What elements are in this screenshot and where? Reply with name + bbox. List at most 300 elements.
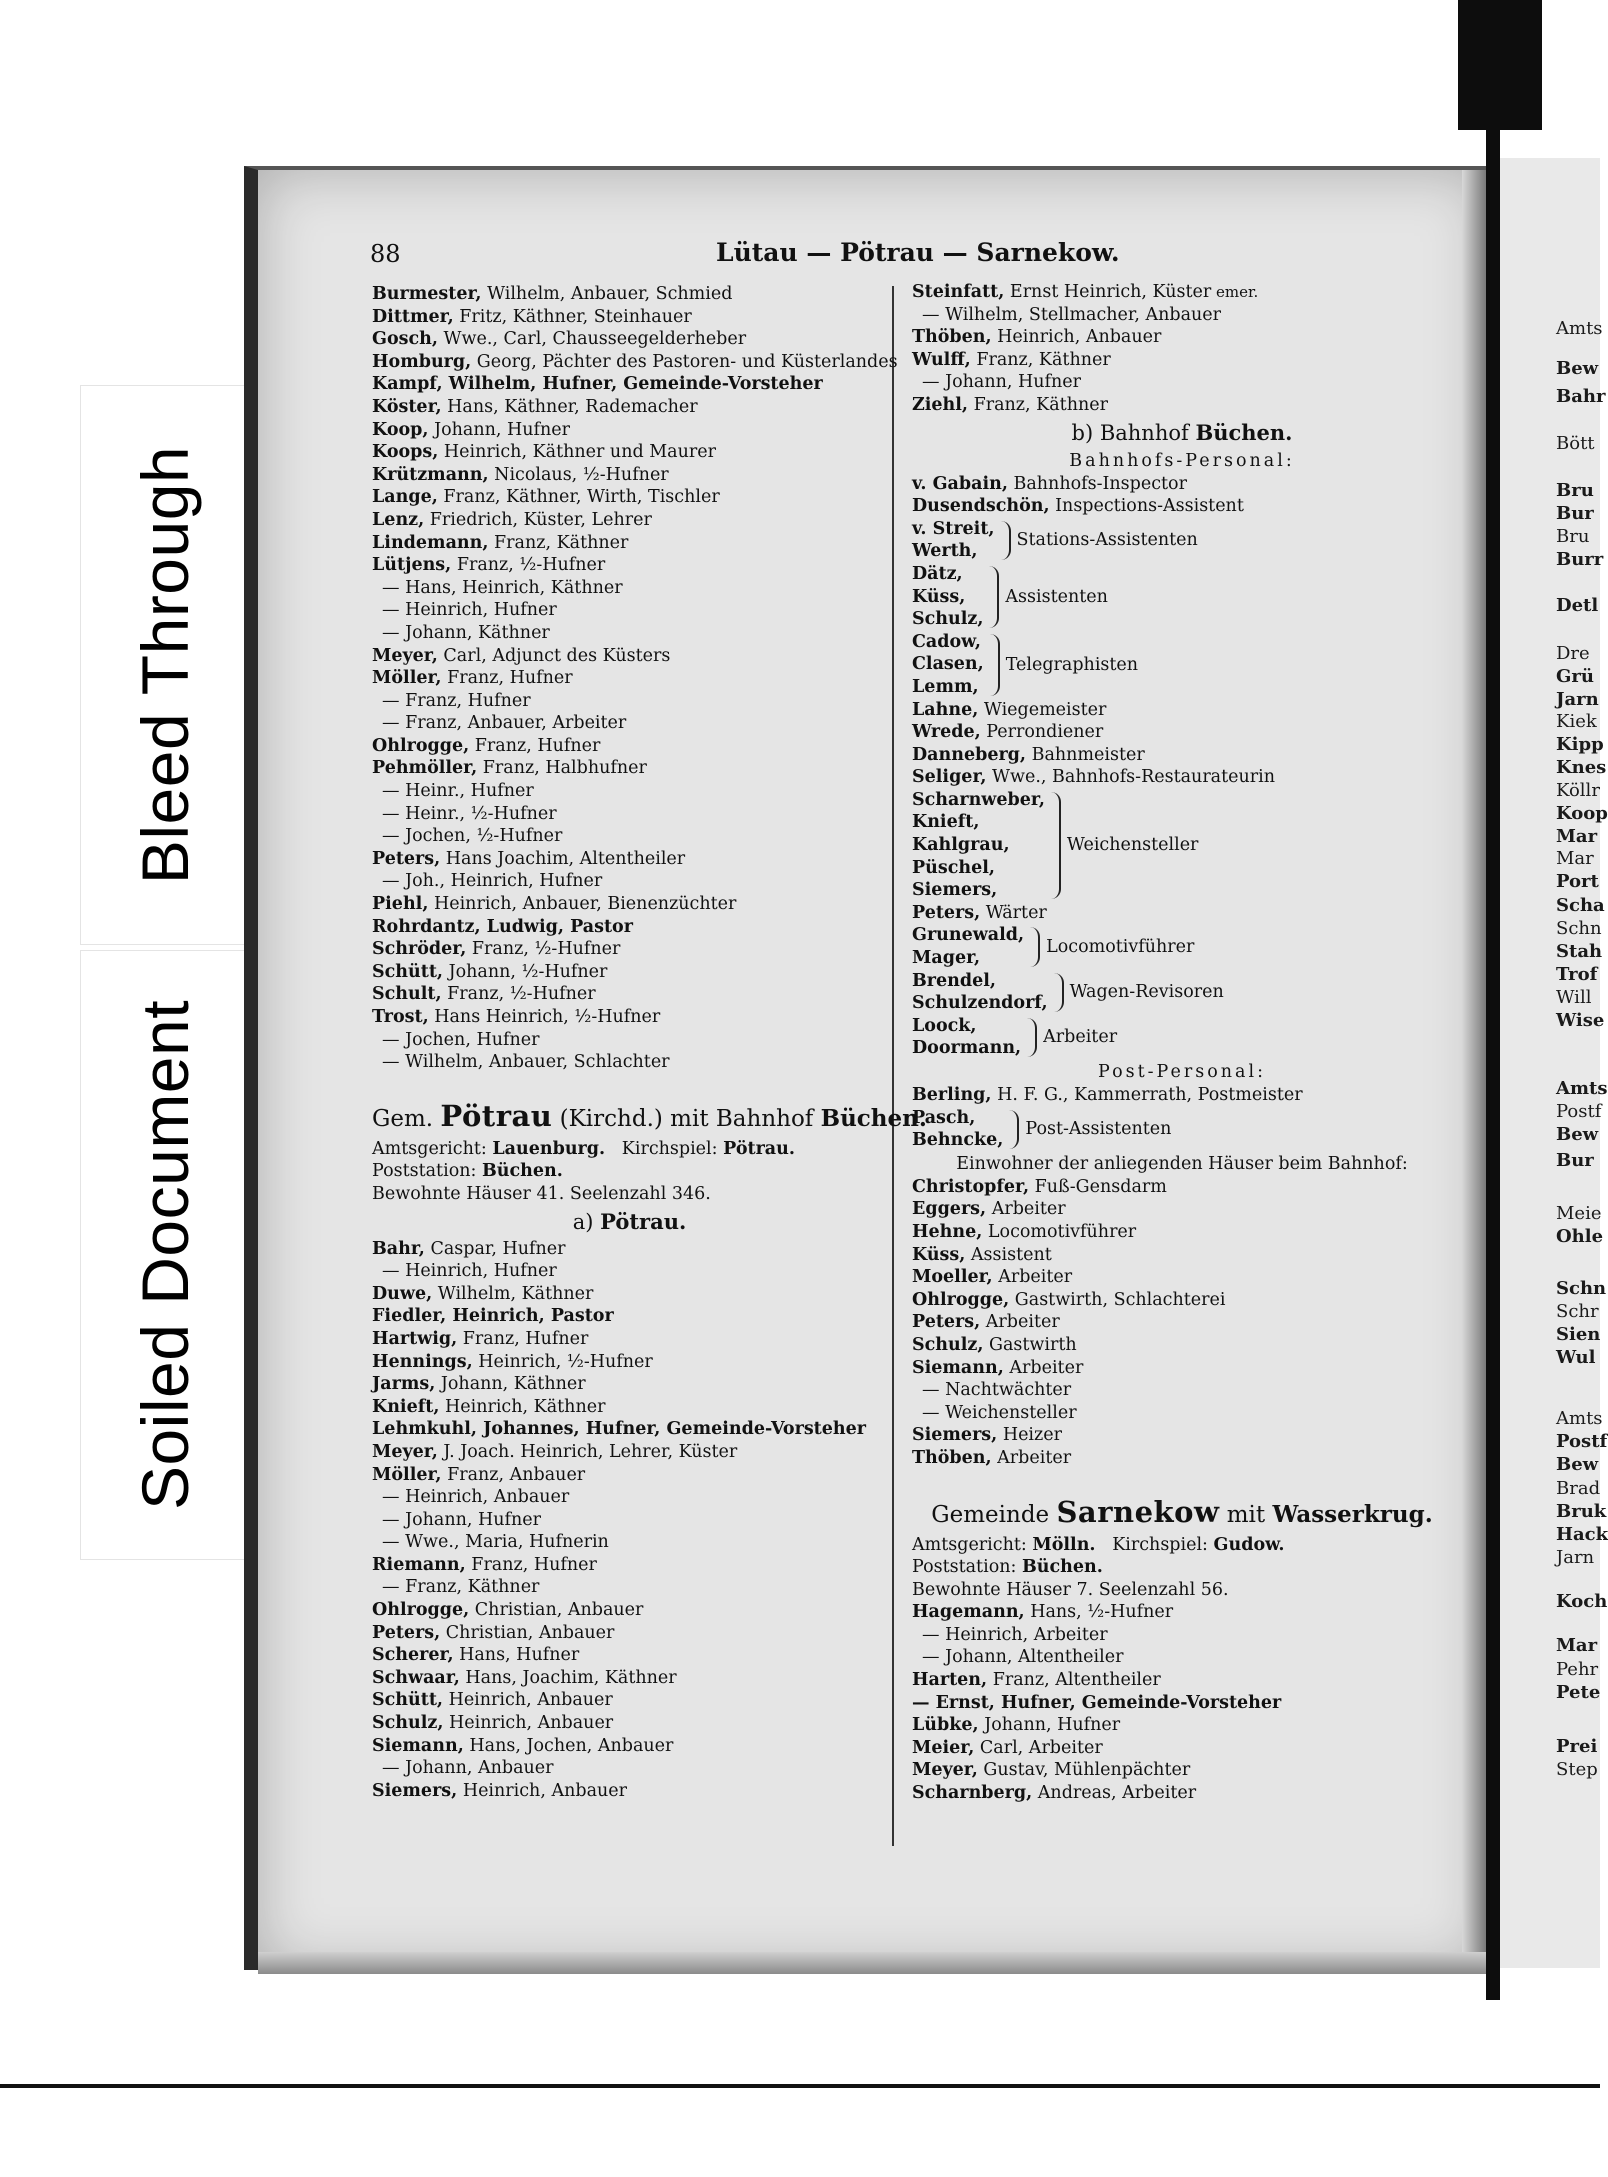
directory-entry <box>912 699 1452 722</box>
entry-name: — <box>922 1647 940 1668</box>
heading-place: Pötrau <box>440 1098 553 1133</box>
entry-name: Meyer, <box>372 1441 438 1462</box>
entry-name: Schwaar, <box>372 1667 460 1688</box>
page-bottom-shadow <box>258 1952 1486 1974</box>
entry-name: Hagemann, <box>912 1602 1025 1623</box>
next-page-word: Step <box>1556 1759 1598 1780</box>
brace-icon <box>1028 927 1040 966</box>
entry-details: Carl, Adjunct des Küsters <box>437 645 671 666</box>
entry-name: Schult, <box>372 984 442 1005</box>
directory-entry <box>372 1667 887 1690</box>
group-member-name: Grunewald, <box>912 925 1025 946</box>
bracket-group-names <box>912 563 983 631</box>
entry-details: Heinrich, Arbeiter <box>939 1624 1108 1645</box>
entry-details: Wärter <box>980 902 1047 923</box>
next-page-word: Bru <box>1556 480 1594 501</box>
directory-entry <box>372 1622 887 1645</box>
next-page-word: Meie <box>1556 1203 1602 1224</box>
bleed-through-label: Bleed Through <box>128 445 202 885</box>
entry-details: Johann, Hufner <box>978 1715 1121 1736</box>
entry-details: Heinr., ½-Hufner <box>399 803 557 824</box>
directory-entry <box>372 1780 887 1803</box>
entry-name: Gosch, <box>372 329 438 350</box>
entry-details: Hans Joachim, Altentheiler <box>440 848 686 869</box>
directory-entry <box>912 721 1452 744</box>
next-page-word: Hack <box>1556 1524 1608 1545</box>
entry-name: Burmester, <box>372 284 482 304</box>
entry-name: Pehmöller, <box>372 758 478 779</box>
next-page-word: Burr <box>1556 549 1604 570</box>
buechen-subheading <box>912 417 1452 449</box>
group-role-label: Weichensteller <box>1066 835 1199 856</box>
directory-entry <box>912 1311 1452 1334</box>
entry-details: Nachtwächter <box>939 1380 1072 1401</box>
entry-details: Perrondiener <box>980 722 1104 743</box>
next-page-fragment <box>1500 158 1608 1968</box>
entry-details: Friedrich, Küster, Lehrer <box>424 509 652 530</box>
entry-details: Inspections-Assistent <box>1049 496 1244 517</box>
entry-details: Heinrich, Käthner und Maurer <box>438 442 716 463</box>
entry-name: — <box>382 577 400 598</box>
soiled-document-flag <box>80 950 250 1560</box>
directory-entry <box>912 394 1452 417</box>
entry-name: Trost, <box>372 1007 429 1027</box>
entry-name: Steinfatt, <box>912 282 1005 302</box>
directory-entry <box>372 712 887 735</box>
entry-details: Heinrich, Anbauer <box>991 327 1162 348</box>
entry-name: Kampf, Wilhelm, Hufner, Gemeinde-Vorsteher <box>372 374 823 395</box>
next-page-word: Jarn <box>1556 1547 1595 1568</box>
entry-name: Knieft, <box>372 1396 440 1417</box>
next-page-word: Wise <box>1556 1010 1605 1031</box>
entry-details: Ernst Heinrich, Küster <box>1004 282 1212 302</box>
next-page-word: Amts <box>1556 1408 1603 1429</box>
directory-entry <box>912 1447 1452 1470</box>
next-page-word: Postf <box>1556 1431 1608 1452</box>
entry-name: — <box>922 372 940 393</box>
entry-details: Johann, Anbauer <box>399 1758 554 1779</box>
entry-details: Bahnhofs-Inspector <box>1007 473 1187 494</box>
entry-name: Hehne, <box>912 1221 983 1242</box>
entry-name: Scharnberg, <box>912 1783 1033 1804</box>
entry-details: Hans, ½-Hufner <box>1024 1602 1174 1623</box>
entry-name: Fiedler, Heinrich, Pastor <box>372 1306 614 1327</box>
group-member-name: Püschel, <box>912 857 995 878</box>
entry-name: Rohrdantz, Ludwig, Pastor <box>372 916 633 937</box>
entry-details: Johann, ½-Hufner <box>443 961 608 982</box>
entry-name: Peters, <box>912 1312 981 1333</box>
next-page-word: Schn <box>1556 918 1602 939</box>
next-page-word: Will <box>1556 987 1592 1008</box>
next-page-word: Bruk <box>1556 1501 1607 1522</box>
entry-details: Hans, Heinrich, Käthner <box>399 577 623 598</box>
directory-entry <box>372 306 887 329</box>
entry-name: Schütt, <box>372 1690 443 1711</box>
sarnekow-post-line <box>912 1556 1452 1579</box>
directory-entry <box>372 870 887 893</box>
entry-details: Hans Heinrich, ½-Hufner <box>428 1007 661 1027</box>
poetrau-post-line <box>372 1160 887 1183</box>
next-page-word: Grü <box>1556 666 1594 687</box>
entry-details: Heinrich, Anbauer, Bienenzüchter <box>428 894 737 915</box>
group-member-name: Pasch, <box>912 1107 976 1128</box>
group-role-label: Wagen-Revisoren <box>1069 982 1224 1003</box>
entry-name: Harten, <box>912 1670 988 1691</box>
next-page-word: Amts <box>1556 318 1603 339</box>
entry-name: Ziehl, <box>912 394 969 415</box>
entry-name: Piehl, <box>372 894 429 915</box>
entry-details: Wwe., Carl, Chausseegelderheber <box>437 329 747 350</box>
entry-name: Koops, <box>372 442 439 463</box>
entry-name: Moeller, <box>912 1267 993 1288</box>
group-member-name: Kahlgrau, <box>912 835 1010 856</box>
directory-entry <box>372 757 887 780</box>
entry-details: Johann, Altentheiler <box>939 1647 1124 1668</box>
entry-name: Schröder, <box>372 939 467 960</box>
entry-details: Wilhelm, Käthner <box>432 1283 594 1304</box>
entry-name: Eggers, <box>912 1199 987 1220</box>
next-page-word: Köllr <box>1556 780 1600 801</box>
entry-name: Ohlrogge, <box>372 1600 470 1621</box>
entry-details: Hans, Jochen, Anbauer <box>463 1735 674 1756</box>
next-page-word: Bött <box>1556 433 1595 454</box>
next-page-word: Ohle <box>1556 1226 1604 1247</box>
directory-entry <box>372 351 898 374</box>
sarnekow-court-line <box>912 1534 1452 1557</box>
entry-name: Meyer, <box>372 645 438 666</box>
entry-details: Carl, Arbeiter <box>974 1737 1103 1758</box>
heading-mid: (Kirchd.) mit Bahnhof <box>559 1105 814 1132</box>
poetrau-heading <box>372 1094 927 1138</box>
running-title: Lütau — Pötrau — Sarnekow. <box>716 238 1120 267</box>
entry-details: Heinrich, Anbauer <box>443 1713 614 1734</box>
entry-details: Heinr., Hufner <box>399 781 534 802</box>
page-edge-shadow <box>1462 170 1486 1970</box>
next-page-word: Dre <box>1556 643 1590 664</box>
directory-entry <box>372 509 887 532</box>
entry-note: emer. <box>1211 283 1259 301</box>
poststation-label: Poststation: <box>912 1557 1017 1578</box>
entry-name: Hartwig, <box>372 1328 458 1349</box>
entry-details: Joh., Heinrich, Hufner <box>399 871 603 892</box>
poststation-value: Büchen. <box>481 1161 563 1182</box>
entry-details: Wiegemeister <box>978 699 1107 720</box>
entry-name: Thöben, <box>912 327 992 348</box>
entry-name: Hennings, <box>372 1351 473 1372</box>
next-page-word: Koop <box>1556 803 1608 824</box>
entry-name: Küss, <box>912 1244 966 1265</box>
right-column <box>912 281 1452 1805</box>
poetrau-subheading <box>372 1206 887 1238</box>
luetau-entries <box>372 283 898 1074</box>
entry-name: Riemann, <box>372 1554 466 1575</box>
subheading-name: Büchen. <box>1195 419 1293 445</box>
sarnekow-heading <box>912 1490 1452 1534</box>
next-page-word: Trof <box>1556 964 1598 985</box>
poststation-label: Poststation: <box>372 1161 477 1182</box>
brace-icon <box>988 634 1000 696</box>
entry-name: — <box>382 600 400 621</box>
entry-details: Franz, Käthner <box>968 394 1108 415</box>
amtsgericht-value: Mölln. <box>1032 1534 1096 1555</box>
group-member-name: Siemers, <box>912 880 998 901</box>
poststation-value: Büchen. <box>1021 1557 1103 1578</box>
entry-details: Caspar, Hufner <box>424 1238 566 1259</box>
directory-entry <box>912 1601 1452 1624</box>
next-page-word: Mar <box>1556 848 1594 869</box>
bracket-group <box>912 924 1452 969</box>
directory-entry <box>912 1266 1452 1289</box>
entry-name: v. Gabain, <box>912 473 1008 494</box>
bracket-group-names <box>912 970 1048 1015</box>
directory-entry <box>372 1351 887 1374</box>
entry-name: Seliger, <box>912 767 987 788</box>
entry-details: Arbeiter <box>1003 1357 1084 1378</box>
scanner-edge-right <box>1486 130 1500 2000</box>
entry-name: Schulz, <box>372 1713 444 1734</box>
directory-entry <box>912 1379 1452 1402</box>
entry-name: — <box>382 781 400 802</box>
directory-entry <box>912 1669 1452 1692</box>
group-role-label: Post-Assistenten <box>1025 1119 1172 1140</box>
brace-icon <box>987 566 999 628</box>
directory-entry <box>372 1531 887 1554</box>
directory-entry <box>372 690 887 713</box>
entry-name: — <box>382 1577 400 1598</box>
group-member-name: Knieft, <box>912 812 980 833</box>
directory-entry <box>372 419 887 442</box>
entry-details: Johann, Hufner <box>939 372 1081 393</box>
directory-entry <box>372 532 887 555</box>
next-page-word: Wul <box>1556 1347 1596 1368</box>
next-page-word: Kiek <box>1556 711 1597 732</box>
entry-details: Hans, Joachim, Käthner <box>459 1667 677 1688</box>
entry-name: Homburg, <box>372 351 472 372</box>
residents-heading: Einwohner der anliegenden Häuser beim Bahnhof: <box>956 1153 1408 1174</box>
bracket-group-names <box>912 1015 1021 1060</box>
entry-name: — <box>922 1624 940 1645</box>
entry-name: Koop, <box>372 419 429 440</box>
heading-station: Büchen. <box>820 1104 927 1132</box>
entry-details: Johann, Hufner <box>399 1509 541 1530</box>
group-member-name: Lemm, <box>912 676 979 697</box>
entry-name: Möller, <box>372 1464 442 1485</box>
group-member-name: Werth, <box>912 541 978 562</box>
entry-details: Franz, Hufner <box>399 690 531 711</box>
brace-icon <box>1025 1018 1037 1057</box>
directory-entry <box>372 1576 887 1599</box>
group-member-name: Clasen, <box>912 654 984 675</box>
brace-icon <box>1052 973 1064 1012</box>
directory-entry <box>372 1328 887 1351</box>
entry-details: Franz, Käthner <box>970 349 1111 370</box>
entry-details: Wilhelm, Stellmacher, Anbauer <box>939 304 1222 325</box>
entry-details: Franz, Hufner <box>457 1328 589 1349</box>
post-staff-heading: Post-Personal: <box>1098 1062 1266 1082</box>
page-number: 88 <box>370 240 401 268</box>
next-page-word: Stah <box>1556 941 1603 962</box>
directory-entry <box>372 1029 887 1052</box>
amtsgericht-label: Amtsgericht: <box>912 1534 1027 1555</box>
entry-details: Franz, Anbauer <box>441 1464 586 1485</box>
directory-entry <box>372 1238 887 1261</box>
sarnekow-entries <box>912 1601 1452 1804</box>
entry-name: — <box>382 1509 400 1530</box>
next-page-word: Detl <box>1556 595 1599 616</box>
entry-details: Franz, ½-Hufner <box>441 984 596 1005</box>
directory-entry <box>372 486 887 509</box>
group-member-name: v. Streit, <box>912 518 995 539</box>
directory-entry <box>372 1260 887 1283</box>
directory-entry <box>912 1198 1452 1221</box>
entry-details: Franz, Anbauer, Arbeiter <box>399 713 627 734</box>
directory-entry <box>372 983 887 1006</box>
entry-name: Lahne, <box>912 699 979 720</box>
subheading-letter: a) <box>572 1209 594 1234</box>
next-page-word: Scha <box>1556 895 1605 916</box>
brace-icon <box>1007 1110 1019 1149</box>
directory-entry <box>912 744 1452 767</box>
directory-entry <box>372 803 887 826</box>
kirchspiel-label: Kirchspiel: <box>1112 1534 1208 1555</box>
entry-name: — <box>382 622 400 643</box>
entry-name: — <box>922 304 940 325</box>
directory-entry <box>372 1599 887 1622</box>
next-page-word: Prei <box>1556 1736 1598 1757</box>
directory-entry <box>372 1051 887 1074</box>
entry-details: Wwe., Maria, Hufnerin <box>399 1532 609 1553</box>
left-column <box>372 283 927 1802</box>
entry-details: Franz, Halbhufner <box>477 758 647 779</box>
directory-entry <box>912 1782 1452 1805</box>
directory-entry <box>372 780 887 803</box>
directory-entry <box>912 1334 1452 1357</box>
directory-entry <box>912 1714 1452 1737</box>
bracket-group <box>912 1107 1452 1152</box>
poetrau-entries <box>372 1238 887 1803</box>
entry-name: Ohlrogge, <box>372 735 470 756</box>
entry-details: Jochen, Hufner <box>399 1029 540 1050</box>
entry-details: Franz, Hufner <box>465 1554 597 1575</box>
entry-details: Weichensteller <box>939 1402 1077 1423</box>
subheading-name: Pötrau. <box>600 1208 687 1234</box>
next-page-word: Schr <box>1556 1301 1599 1322</box>
directory-entry <box>912 766 1452 789</box>
entry-details: Heinrich, Anbauer <box>443 1690 613 1711</box>
entry-name: Meyer, <box>912 1760 978 1781</box>
entry-details: Hans, Hufner <box>453 1645 580 1666</box>
brace-icon <box>999 521 1011 560</box>
entry-details: Gustav, Mühlenpächter <box>977 1760 1191 1781</box>
directory-entry <box>372 1644 887 1667</box>
amtsgericht-value: Lauenburg. <box>492 1138 606 1159</box>
entry-details: Bahnmeister <box>1026 744 1145 765</box>
directory-entry <box>372 599 887 622</box>
group-role-label: Assistenten <box>1005 586 1108 607</box>
luetau-entries-continued <box>912 281 1452 417</box>
group-member-name: Mager, <box>912 948 981 969</box>
next-page-word: Mar <box>1556 1635 1598 1656</box>
next-page-word: Amts <box>1556 1078 1608 1099</box>
next-page-word: Jarn <box>1556 689 1599 710</box>
next-page-word: Port <box>1556 871 1599 892</box>
entry-name: — <box>382 1052 400 1073</box>
directory-entry <box>372 916 887 939</box>
next-page-word: Koch <box>1556 1591 1608 1612</box>
entry-name: Lindemann, <box>372 532 489 553</box>
column-divider <box>892 286 894 1846</box>
entry-details: Gastwirth, Schlachterei <box>1009 1289 1226 1310</box>
spacer <box>912 1470 1452 1490</box>
entry-name: Jarms, <box>372 1374 436 1395</box>
entry-details: Jochen, ½-Hufner <box>399 826 563 847</box>
kirchspiel-label: Kirchspiel: <box>621 1138 718 1159</box>
next-page-word: Bahr <box>1556 386 1606 407</box>
directory-entry <box>912 495 1452 518</box>
next-page-word: Schn <box>1556 1278 1607 1299</box>
directory-entry <box>372 667 887 690</box>
directory-entry <box>912 1424 1452 1447</box>
entry-details: Wilhelm, Anbauer, Schlachter <box>399 1052 670 1073</box>
heading-prefix: Gemeinde <box>931 1501 1050 1528</box>
subheading-prefix: b) Bahnhof <box>1071 420 1189 445</box>
next-page-word: Bew <box>1556 1124 1599 1145</box>
bracket-group <box>912 631 1452 699</box>
entry-name: Siemers, <box>912 1425 998 1446</box>
directory-entry <box>372 622 887 645</box>
entry-name: Danneberg, <box>912 744 1027 765</box>
entry-details: Johann, Käthner <box>435 1374 586 1395</box>
directory-entry <box>372 1689 887 1712</box>
entry-details: Heinrich, Hufner <box>399 1261 557 1282</box>
entry-details: Wilhelm, Anbauer, Schmied <box>481 284 733 304</box>
entry-name: Lübke, <box>912 1715 979 1736</box>
heading-place: Sarnekow <box>1056 1494 1220 1529</box>
entry-details: Nicolaus, ½-Hufner <box>488 464 669 485</box>
next-page-word: Bur <box>1556 503 1594 524</box>
group-role-label: Telegraphisten <box>1005 654 1139 675</box>
entry-details: Franz, ½-Hufner <box>466 939 621 960</box>
entry-details: Heizer <box>997 1425 1062 1446</box>
directory-entry <box>372 373 887 396</box>
directory-entry <box>912 349 1452 372</box>
directory-entry <box>912 1646 1452 1669</box>
entry-name: Meier, <box>912 1737 975 1758</box>
directory-entry <box>372 1757 887 1780</box>
entry-name: Möller, <box>372 668 442 689</box>
directory-entry <box>372 283 887 306</box>
directory-entry <box>372 735 887 758</box>
group-role-label: Stations-Assistenten <box>1016 530 1198 551</box>
entry-name: Schulz, <box>912 1334 984 1355</box>
entry-name: Berling, <box>912 1085 992 1105</box>
soiled-document-label: Soiled Document <box>128 999 202 1511</box>
directory-entry <box>372 441 887 464</box>
next-page-word: Bru <box>1556 526 1590 547</box>
entry-name: — <box>922 1402 940 1423</box>
directory-entry <box>912 1759 1452 1782</box>
directory-entry <box>372 938 887 961</box>
next-page-word: Bur <box>1556 1150 1594 1171</box>
entry-details: J. Joach. Heinrich, Lehrer, Küster <box>437 1441 738 1462</box>
directory-entry <box>912 326 1452 349</box>
entry-name: Peters, <box>372 848 441 869</box>
directory-entry <box>372 1735 887 1758</box>
entry-name: Peters, <box>372 1622 441 1643</box>
directory-entry <box>912 1402 1452 1425</box>
entry-name: Lenz, <box>372 509 425 530</box>
group-member-name: Behncke, <box>912 1130 1004 1151</box>
